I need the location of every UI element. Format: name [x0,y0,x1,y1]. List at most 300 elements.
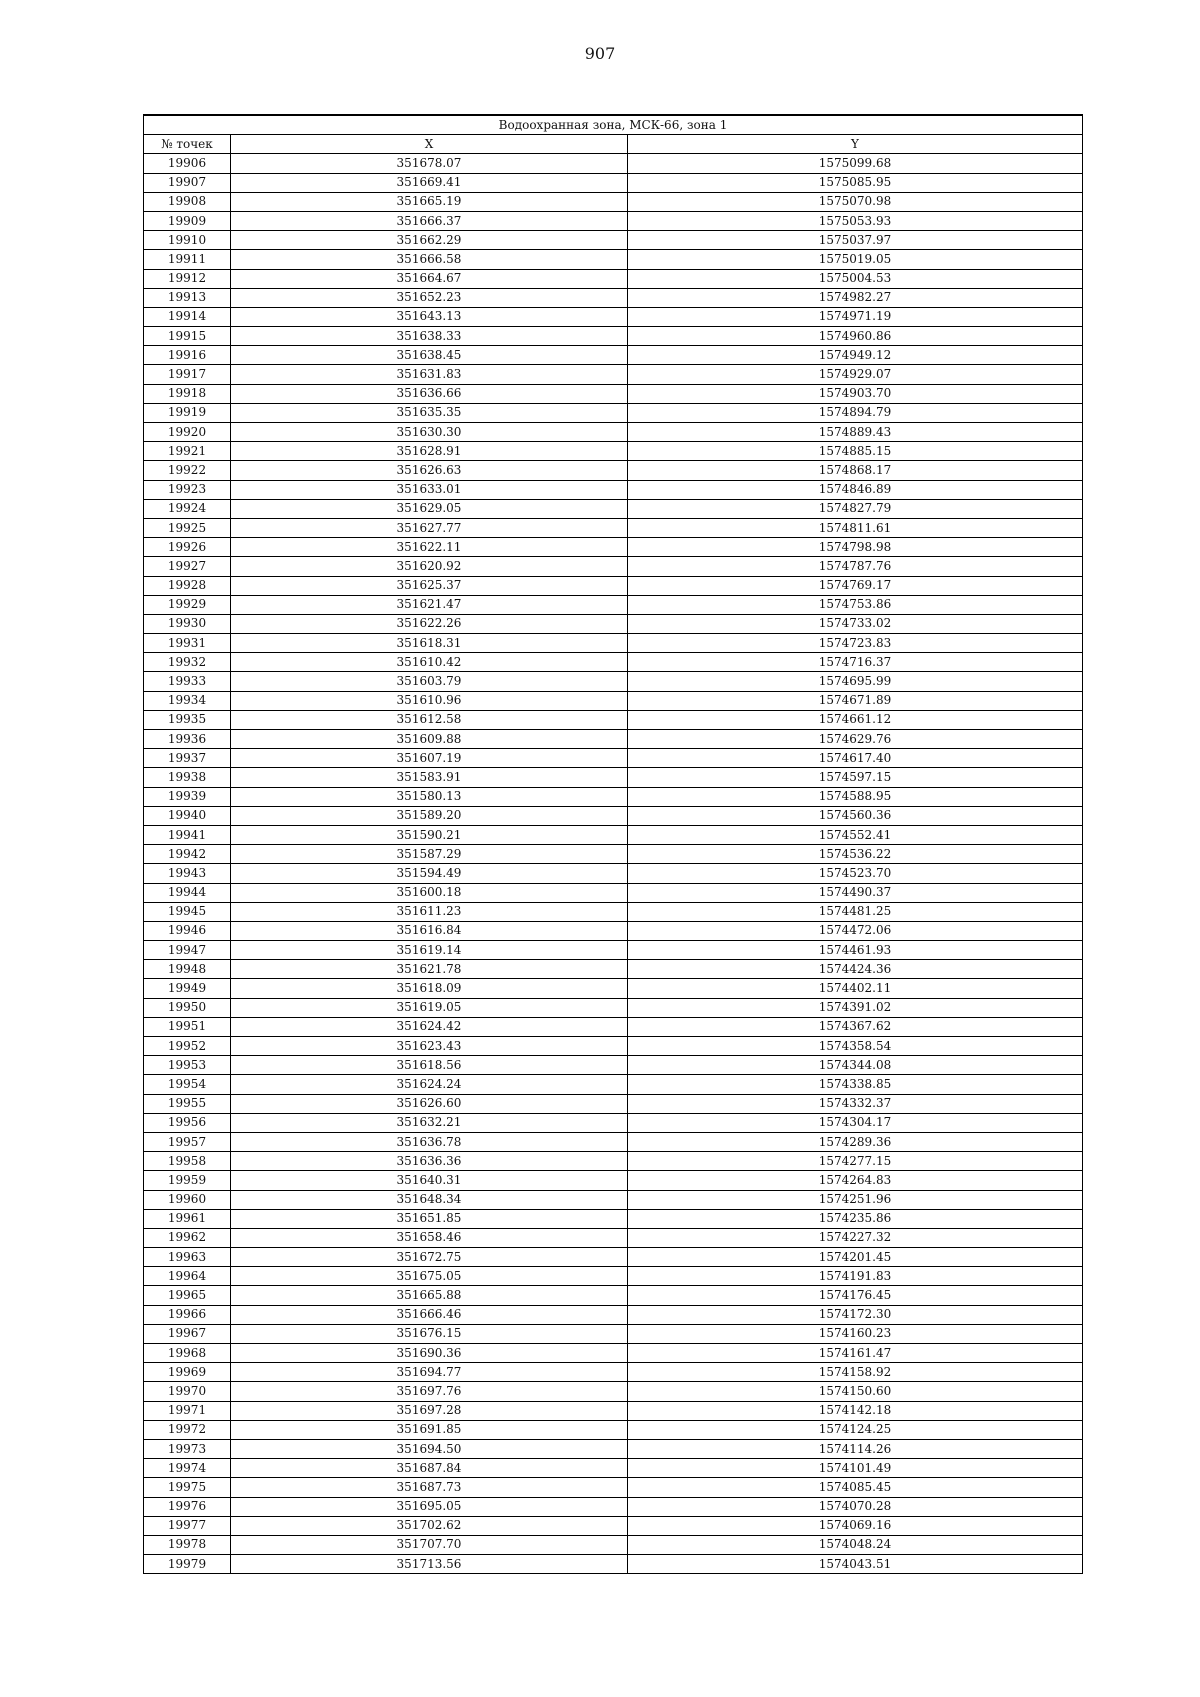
table-row [144,557,1083,576]
point-number-cell: 19935 [144,710,231,729]
table-caption: Водоохранная зона, МСК-66, зона 1 [144,115,1083,135]
y-coordinate-cell: 1574461.93 [628,941,1083,960]
x-coordinate-cell: 351695.05 [231,1497,628,1516]
table-row [144,883,1083,902]
x-coordinate-cell: 351600.18 [231,883,628,902]
table-row [144,499,1083,518]
y-coordinate-cell: 1574929.07 [628,365,1083,384]
x-coordinate-cell: 351666.37 [231,211,628,230]
x-coordinate-cell: 351621.78 [231,960,628,979]
point-number-cell: 19921 [144,442,231,461]
x-coordinate-cell: 351618.56 [231,1056,628,1075]
table-row [144,672,1083,691]
y-coordinate-cell: 1575070.98 [628,192,1083,211]
table-row [144,518,1083,537]
table-header-row [144,135,1083,154]
x-coordinate-cell: 351694.50 [231,1439,628,1458]
point-number-cell: 19942 [144,845,231,864]
x-coordinate-cell: 351607.19 [231,749,628,768]
y-coordinate-cell: 1574142.18 [628,1401,1083,1420]
y-coordinate-cell: 1574124.25 [628,1420,1083,1439]
point-number-cell: 19949 [144,979,231,998]
y-coordinate-cell: 1574101.49 [628,1459,1083,1478]
y-coordinate-cell: 1574536.22 [628,845,1083,864]
y-coordinate-cell: 1574264.83 [628,1171,1083,1190]
y-coordinate-cell: 1574176.45 [628,1286,1083,1305]
table-row [144,1209,1083,1228]
x-coordinate-cell: 351687.73 [231,1478,628,1497]
x-coordinate-cell: 351665.88 [231,1286,628,1305]
table-row [144,154,1083,173]
table-row [144,979,1083,998]
coordinates-table [143,114,1083,1574]
y-coordinate-cell: 1574160.23 [628,1324,1083,1343]
y-coordinate-cell: 1574971.19 [628,307,1083,326]
x-coordinate-cell: 351618.09 [231,979,628,998]
point-number-cell: 19910 [144,231,231,250]
x-coordinate-cell: 351648.34 [231,1190,628,1209]
x-coordinate-cell: 351678.07 [231,154,628,173]
table-row [144,1382,1083,1401]
table-row [144,461,1083,480]
point-number-cell: 19967 [144,1324,231,1343]
y-coordinate-cell: 1574552.41 [628,825,1083,844]
y-coordinate-cell: 1574671.89 [628,691,1083,710]
y-coordinate-cell: 1574903.70 [628,384,1083,403]
point-number-cell: 19950 [144,998,231,1017]
y-coordinate-cell: 1574868.17 [628,461,1083,480]
x-coordinate-cell: 351626.60 [231,1094,628,1113]
point-number-cell: 19943 [144,864,231,883]
y-coordinate-cell: 1574560.36 [628,806,1083,825]
point-number-cell: 19953 [144,1056,231,1075]
point-number-cell: 19916 [144,346,231,365]
table-row [144,691,1083,710]
table-row [144,231,1083,250]
x-coordinate-cell: 351622.11 [231,538,628,557]
point-number-cell: 19957 [144,1132,231,1151]
point-number-cell: 19914 [144,307,231,326]
x-coordinate-cell: 351662.29 [231,231,628,250]
point-number-cell: 19918 [144,384,231,403]
y-coordinate-cell: 1574043.51 [628,1555,1083,1574]
point-number-cell: 19959 [144,1171,231,1190]
table-row [144,749,1083,768]
table-row [144,864,1083,883]
y-coordinate-cell: 1574894.79 [628,403,1083,422]
x-coordinate-cell: 351621.47 [231,595,628,614]
table-row [144,1555,1083,1574]
y-coordinate-cell: 1574716.37 [628,653,1083,672]
y-coordinate-cell: 1574629.76 [628,730,1083,749]
point-number-cell: 19947 [144,941,231,960]
y-coordinate-cell: 1574304.17 [628,1113,1083,1132]
page-number: 907 [584,44,616,63]
y-coordinate-cell: 1574344.08 [628,1056,1083,1075]
x-coordinate-cell: 351697.28 [231,1401,628,1420]
x-coordinate-cell: 351691.85 [231,1420,628,1439]
point-number-cell: 19927 [144,557,231,576]
y-coordinate-cell: 1574069.16 [628,1516,1083,1535]
y-coordinate-cell: 1575099.68 [628,154,1083,173]
x-coordinate-cell: 351609.88 [231,730,628,749]
table-row [144,941,1083,960]
point-number-cell: 19920 [144,423,231,442]
y-coordinate-cell: 1574661.12 [628,710,1083,729]
point-number-cell: 19963 [144,1248,231,1267]
y-coordinate-cell: 1574191.83 [628,1267,1083,1286]
x-coordinate-cell: 351625.37 [231,576,628,595]
point-number-cell: 19930 [144,614,231,633]
point-number-cell: 19936 [144,730,231,749]
x-coordinate-cell: 351658.46 [231,1228,628,1247]
point-number-cell: 19919 [144,403,231,422]
point-number-cell: 19940 [144,806,231,825]
x-coordinate-cell: 351713.56 [231,1555,628,1574]
x-coordinate-cell: 351666.46 [231,1305,628,1324]
column-header-point-number: № точек [144,135,231,154]
x-coordinate-cell: 351630.30 [231,423,628,442]
point-number-cell: 19972 [144,1420,231,1439]
table-row [144,1420,1083,1439]
y-coordinate-cell: 1574150.60 [628,1382,1083,1401]
x-coordinate-cell: 351612.58 [231,710,628,729]
x-coordinate-cell: 351580.13 [231,787,628,806]
x-coordinate-cell: 351633.01 [231,480,628,499]
table-row [144,403,1083,422]
point-number-cell: 19911 [144,250,231,269]
x-coordinate-cell: 351587.29 [231,845,628,864]
x-coordinate-cell: 351590.21 [231,825,628,844]
y-coordinate-cell: 1574424.36 [628,960,1083,979]
x-coordinate-cell: 351707.70 [231,1535,628,1554]
y-coordinate-cell: 1574753.86 [628,595,1083,614]
point-number-cell: 19938 [144,768,231,787]
x-coordinate-cell: 351589.20 [231,806,628,825]
point-number-cell: 19928 [144,576,231,595]
point-number-cell: 19958 [144,1152,231,1171]
point-number-cell: 19955 [144,1094,231,1113]
point-number-cell: 19964 [144,1267,231,1286]
x-coordinate-cell: 351638.45 [231,346,628,365]
point-number-cell: 19907 [144,173,231,192]
table-row [144,998,1083,1017]
x-coordinate-cell: 351635.35 [231,403,628,422]
table-row [144,1516,1083,1535]
x-coordinate-cell: 351631.83 [231,365,628,384]
point-number-cell: 19932 [144,653,231,672]
x-coordinate-cell: 351664.67 [231,269,628,288]
point-number-cell: 19974 [144,1459,231,1478]
y-coordinate-cell: 1574889.43 [628,423,1083,442]
point-number-cell: 19923 [144,480,231,499]
y-coordinate-cell: 1574523.70 [628,864,1083,883]
x-coordinate-cell: 351687.84 [231,1459,628,1478]
x-coordinate-cell: 351632.21 [231,1113,628,1132]
table-row [144,1037,1083,1056]
x-coordinate-cell: 351697.76 [231,1382,628,1401]
y-coordinate-cell: 1575085.95 [628,173,1083,192]
x-coordinate-cell: 351669.41 [231,173,628,192]
point-number-cell: 19925 [144,518,231,537]
point-number-cell: 19945 [144,902,231,921]
point-number-cell: 19968 [144,1344,231,1363]
x-coordinate-cell: 351666.58 [231,250,628,269]
point-number-cell: 19961 [144,1209,231,1228]
y-coordinate-cell: 1574960.86 [628,327,1083,346]
point-number-cell: 19944 [144,883,231,902]
table-row [144,288,1083,307]
y-coordinate-cell: 1574161.47 [628,1344,1083,1363]
point-number-cell: 19915 [144,327,231,346]
y-coordinate-cell: 1574251.96 [628,1190,1083,1209]
table-row [144,710,1083,729]
y-coordinate-cell: 1574277.15 [628,1152,1083,1171]
point-number-cell: 19956 [144,1113,231,1132]
table-row [144,327,1083,346]
point-number-cell: 19970 [144,1382,231,1401]
x-coordinate-cell: 351640.31 [231,1171,628,1190]
point-number-cell: 19948 [144,960,231,979]
point-number-cell: 19908 [144,192,231,211]
table-row [144,806,1083,825]
y-coordinate-cell: 1575004.53 [628,269,1083,288]
point-number-cell: 19929 [144,595,231,614]
point-number-cell: 19978 [144,1535,231,1554]
table-row [144,902,1083,921]
x-coordinate-cell: 351675.05 [231,1267,628,1286]
y-coordinate-cell: 1574597.15 [628,768,1083,787]
table-row [144,1439,1083,1458]
point-number-cell: 19962 [144,1228,231,1247]
x-coordinate-cell: 351702.62 [231,1516,628,1535]
table-row [144,921,1083,940]
table-row [144,730,1083,749]
table-row [144,1152,1083,1171]
y-coordinate-cell: 1574787.76 [628,557,1083,576]
x-coordinate-cell: 351622.26 [231,614,628,633]
y-coordinate-cell: 1574085.45 [628,1478,1083,1497]
column-header-x: X [231,135,628,154]
table-row [144,595,1083,614]
table-row [144,211,1083,230]
table-row [144,1478,1083,1497]
y-coordinate-cell: 1574588.95 [628,787,1083,806]
table-row [144,1305,1083,1324]
x-coordinate-cell: 351624.24 [231,1075,628,1094]
y-coordinate-cell: 1574367.62 [628,1017,1083,1036]
y-coordinate-cell: 1574227.32 [628,1228,1083,1247]
x-coordinate-cell: 351594.49 [231,864,628,883]
y-coordinate-cell: 1574695.99 [628,672,1083,691]
point-number-cell: 19926 [144,538,231,557]
point-number-cell: 19969 [144,1363,231,1382]
x-coordinate-cell: 351619.05 [231,998,628,1017]
table-row [144,1267,1083,1286]
table-body [144,154,1083,1574]
x-coordinate-cell: 351623.43 [231,1037,628,1056]
x-coordinate-cell: 351618.31 [231,634,628,653]
y-coordinate-cell: 1574617.40 [628,749,1083,768]
y-coordinate-cell: 1574949.12 [628,346,1083,365]
table-row [144,1017,1083,1036]
y-coordinate-cell: 1574201.45 [628,1248,1083,1267]
y-coordinate-cell: 1574769.17 [628,576,1083,595]
x-coordinate-cell: 351638.33 [231,327,628,346]
table-row [144,538,1083,557]
x-coordinate-cell: 351583.91 [231,768,628,787]
table-row [144,634,1083,653]
y-coordinate-cell: 1574982.27 [628,288,1083,307]
y-coordinate-cell: 1574048.24 [628,1535,1083,1554]
point-number-cell: 19913 [144,288,231,307]
y-coordinate-cell: 1575037.97 [628,231,1083,250]
x-coordinate-cell: 351611.23 [231,902,628,921]
x-coordinate-cell: 351636.66 [231,384,628,403]
point-number-cell: 19946 [144,921,231,940]
point-number-cell: 19937 [144,749,231,768]
x-coordinate-cell: 351619.14 [231,941,628,960]
table-row [144,1344,1083,1363]
x-coordinate-cell: 351626.63 [231,461,628,480]
table-row [144,1094,1083,1113]
point-number-cell: 19941 [144,825,231,844]
table-row [144,825,1083,844]
table-row [144,576,1083,595]
table-row [144,1497,1083,1516]
y-coordinate-cell: 1574811.61 [628,518,1083,537]
y-coordinate-cell: 1574490.37 [628,883,1083,902]
table-row [144,269,1083,288]
table-row [144,1190,1083,1209]
table-row [144,192,1083,211]
table-row [144,423,1083,442]
y-coordinate-cell: 1574114.26 [628,1439,1083,1458]
table-row [144,1171,1083,1190]
x-coordinate-cell: 351672.75 [231,1248,628,1267]
y-coordinate-cell: 1574158.92 [628,1363,1083,1382]
y-coordinate-cell: 1575053.93 [628,211,1083,230]
table-row [144,1132,1083,1151]
y-coordinate-cell: 1574070.28 [628,1497,1083,1516]
x-coordinate-cell: 351643.13 [231,307,628,326]
y-coordinate-cell: 1574885.15 [628,442,1083,461]
table-row [144,1113,1083,1132]
table-caption-row [144,115,1083,135]
x-coordinate-cell: 351616.84 [231,921,628,940]
point-number-cell: 19973 [144,1439,231,1458]
point-number-cell: 19954 [144,1075,231,1094]
point-number-cell: 19965 [144,1286,231,1305]
table-row [144,1324,1083,1343]
table-row [144,1363,1083,1382]
x-coordinate-cell: 351652.23 [231,288,628,307]
table-row [144,1459,1083,1478]
table-row [144,1535,1083,1554]
table-row [144,365,1083,384]
table-row [144,768,1083,787]
table-row [144,1248,1083,1267]
x-coordinate-cell: 351610.42 [231,653,628,672]
x-coordinate-cell: 351603.79 [231,672,628,691]
table-row [144,1401,1083,1420]
x-coordinate-cell: 351690.36 [231,1344,628,1363]
x-coordinate-cell: 351628.91 [231,442,628,461]
point-number-cell: 19960 [144,1190,231,1209]
y-coordinate-cell: 1574481.25 [628,902,1083,921]
y-coordinate-cell: 1574402.11 [628,979,1083,998]
table-row [144,307,1083,326]
point-number-cell: 19922 [144,461,231,480]
table-row [144,442,1083,461]
point-number-cell: 19979 [144,1555,231,1574]
table-row [144,1056,1083,1075]
table-row [144,384,1083,403]
y-coordinate-cell: 1574733.02 [628,614,1083,633]
x-coordinate-cell: 351636.78 [231,1132,628,1151]
table-row [144,173,1083,192]
table-row [144,787,1083,806]
table-row [144,653,1083,672]
point-number-cell: 19975 [144,1478,231,1497]
table-row [144,1228,1083,1247]
point-number-cell: 19939 [144,787,231,806]
table-row [144,346,1083,365]
table-row [144,614,1083,633]
point-number-cell: 19976 [144,1497,231,1516]
y-coordinate-cell: 1574358.54 [628,1037,1083,1056]
x-coordinate-cell: 351665.19 [231,192,628,211]
y-coordinate-cell: 1574846.89 [628,480,1083,499]
x-coordinate-cell: 351629.05 [231,499,628,518]
x-coordinate-cell: 351624.42 [231,1017,628,1036]
column-header-y: Y [628,135,1083,154]
point-number-cell: 19931 [144,634,231,653]
y-coordinate-cell: 1574289.36 [628,1132,1083,1151]
point-number-cell: 19951 [144,1017,231,1036]
x-coordinate-cell: 351636.36 [231,1152,628,1171]
point-number-cell: 19906 [144,154,231,173]
point-number-cell: 19917 [144,365,231,384]
table-row [144,960,1083,979]
x-coordinate-cell: 351620.92 [231,557,628,576]
table-row [144,480,1083,499]
table-row [144,250,1083,269]
point-number-cell: 19971 [144,1401,231,1420]
y-coordinate-cell: 1574723.83 [628,634,1083,653]
y-coordinate-cell: 1574338.85 [628,1075,1083,1094]
point-number-cell: 19912 [144,269,231,288]
point-number-cell: 19924 [144,499,231,518]
point-number-cell: 19934 [144,691,231,710]
point-number-cell: 19966 [144,1305,231,1324]
point-number-cell: 19977 [144,1516,231,1535]
point-number-cell: 19933 [144,672,231,691]
table-row [144,845,1083,864]
x-coordinate-cell: 351651.85 [231,1209,628,1228]
y-coordinate-cell: 1574827.79 [628,499,1083,518]
y-coordinate-cell: 1575019.05 [628,250,1083,269]
y-coordinate-cell: 1574332.37 [628,1094,1083,1113]
x-coordinate-cell: 351676.15 [231,1324,628,1343]
point-number-cell: 19952 [144,1037,231,1056]
table-row [144,1075,1083,1094]
x-coordinate-cell: 351627.77 [231,518,628,537]
point-number-cell: 19909 [144,211,231,230]
y-coordinate-cell: 1574798.98 [628,538,1083,557]
table-row [144,1286,1083,1305]
y-coordinate-cell: 1574235.86 [628,1209,1083,1228]
